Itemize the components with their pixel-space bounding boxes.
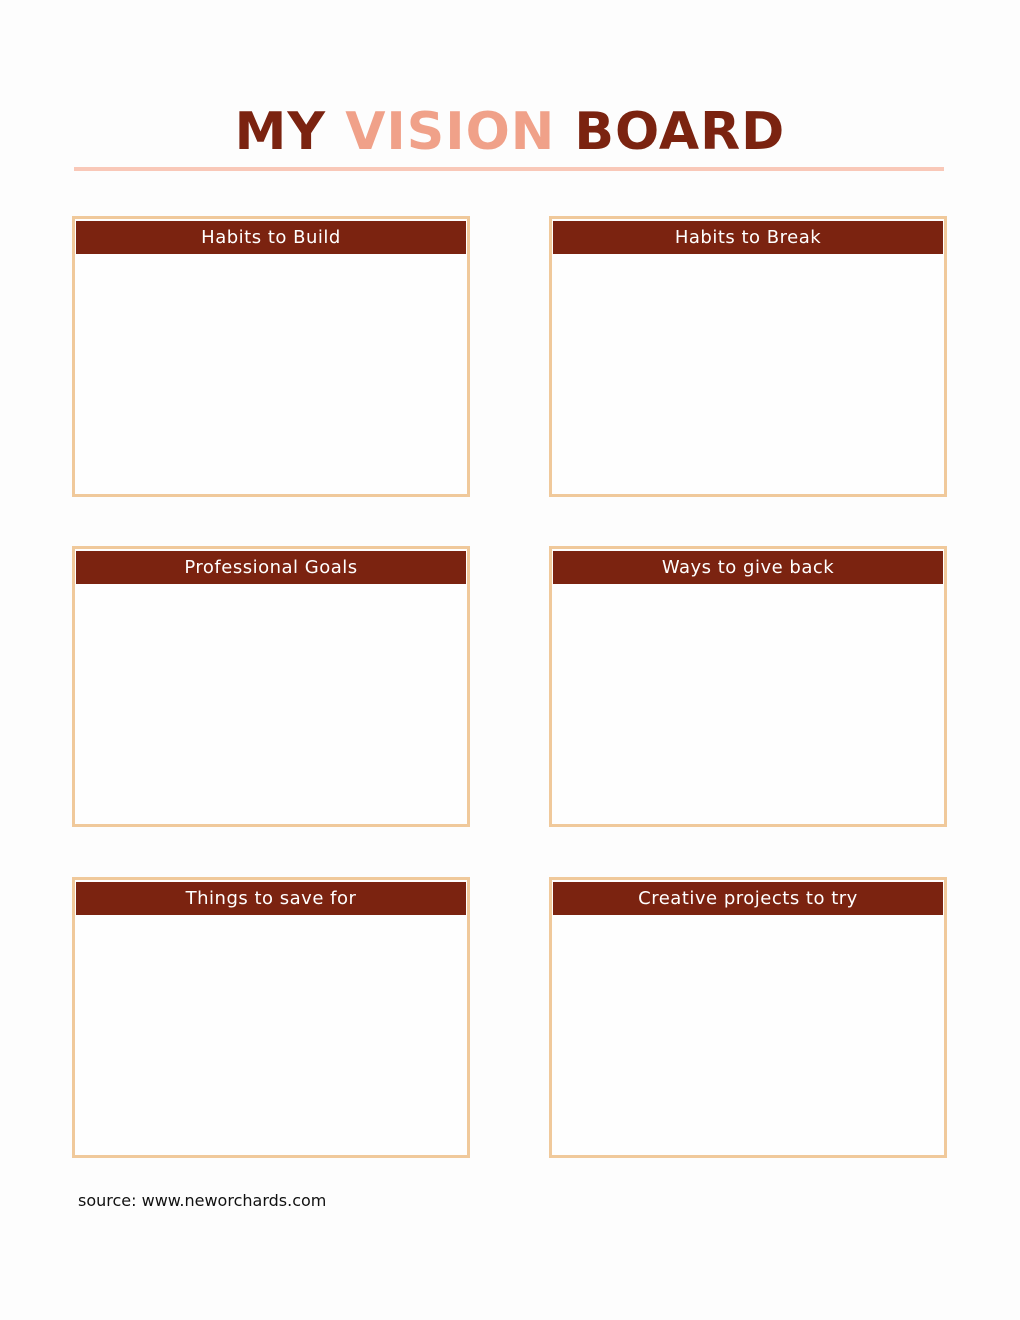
section-header: Ways to give back <box>553 551 943 584</box>
section-writing-area[interactable] <box>552 586 944 824</box>
section-habits-to-build <box>72 216 470 497</box>
section-header: Professional Goals <box>76 551 466 584</box>
page-title <box>0 100 1020 164</box>
source-credit: source: www.neworchards.com <box>78 1191 327 1210</box>
section-creative-projects <box>549 877 947 1158</box>
section-writing-area[interactable] <box>75 586 467 824</box>
title-word-vision: VISION <box>345 102 556 162</box>
section-writing-area[interactable] <box>552 256 944 494</box>
section-writing-area[interactable] <box>75 917 467 1155</box>
title-word-my: MY <box>234 102 327 162</box>
section-things-to-save-for <box>72 877 470 1158</box>
section-habits-to-break <box>549 216 947 497</box>
title-divider <box>74 167 944 171</box>
section-writing-area[interactable] <box>75 256 467 494</box>
section-header: Creative projects to try <box>553 882 943 915</box>
section-writing-area[interactable] <box>552 917 944 1155</box>
section-header: Habits to Build <box>76 221 466 254</box>
title-word-board: BOARD <box>574 102 786 162</box>
section-header: Things to save for <box>76 882 466 915</box>
section-professional-goals <box>72 546 470 827</box>
section-ways-to-give-back <box>549 546 947 827</box>
section-header: Habits to Break <box>553 221 943 254</box>
